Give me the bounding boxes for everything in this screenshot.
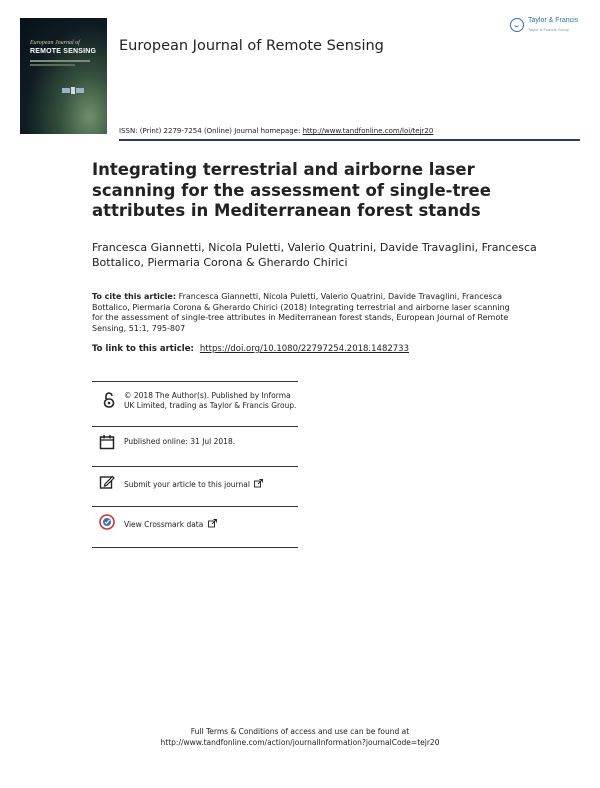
- footer: [0, 726, 600, 748]
- footer-terms-link[interactable]: http://www.tandfonline.com/action/journalInformation?journalCode=tejr20: [160, 738, 440, 747]
- edit-icon: [99, 474, 115, 490]
- taylor-francis-logo-icon: [510, 18, 524, 32]
- submit-article-link[interactable]: [124, 479, 263, 490]
- published-row: [99, 434, 299, 452]
- external-link-icon: [254, 479, 263, 488]
- divider: [92, 381, 298, 382]
- published-date: Published online: 31 Jul 2018.: [124, 437, 236, 446]
- crossmark-label: View Crossmark data: [124, 520, 204, 529]
- publisher-tagline: Taylor & Francis Group: [528, 27, 569, 32]
- article-authors: Francesca Giannetti, Nicola Puletti, Valerio Quatrini, Davide Travaglini, Francesca Bottalico, Piermaria Corona & Gherardo Chirici: [92, 241, 537, 269]
- issn-text: ISSN: (Print) 2279-7254 (Online) Journal homepage:: [119, 127, 303, 135]
- divider: [92, 426, 298, 427]
- divider: [92, 547, 298, 548]
- divider: [92, 466, 298, 467]
- submit-article-row[interactable]: [99, 474, 299, 492]
- publisher-name: Taylor & Francis: [528, 17, 579, 24]
- header-divider: [119, 139, 580, 141]
- cover-decoration: [30, 60, 90, 62]
- citation-block: [92, 292, 522, 334]
- taylor-francis-logo: [510, 16, 582, 36]
- doi-link[interactable]: https://doi.org/10.1080/22797254.2018.1482733: [199, 344, 409, 354]
- submit-article-label: Submit your article to this journal: [124, 480, 250, 489]
- journal-cover-image: [20, 18, 107, 134]
- satellite-icon: [62, 84, 84, 98]
- crossmark-link[interactable]: [124, 519, 217, 530]
- cover-title-line-2: REMOTE SENSING: [30, 48, 97, 55]
- article-title: Integrating terrestrial and airborne laser scanning for the assessment of single-tree attributes in Mediterranean forest stands: [92, 160, 491, 220]
- open-access-lock-icon: [101, 392, 117, 408]
- journal-name: European Journal of Remote Sensing: [119, 38, 384, 54]
- journal-homepage-link[interactable]: http://www.tandfonline.com/loi/tejr20: [302, 127, 434, 135]
- crossmark-row[interactable]: [99, 514, 299, 532]
- article-link-label: To link to this article:: [92, 344, 194, 354]
- license-row: [99, 391, 299, 427]
- license-text: © 2018 The Author(s). Published by Informa UK Limited, trading as Taylor & Francis Group.: [124, 391, 297, 410]
- calendar-icon: [99, 434, 115, 450]
- article-link-line: [92, 344, 409, 354]
- cover-decoration: [30, 64, 75, 66]
- citation-label: To cite this article:: [92, 292, 177, 301]
- cover-title-line-1: European Journal of: [30, 40, 80, 46]
- citation-text: Francesca Giannetti, Nicola Puletti, Valerio Quatrini, Davide Travaglini, Francesca Bottalico, Piermaria Corona & Gherardo Chirici (2018) Integrating terrestrial and airborne laser scanning for the assessment of single-tree attributes in Mediterranean forest stands, European Journal of Remote Sensing, 51:1, 795-807: [92, 292, 510, 333]
- divider: [92, 506, 298, 507]
- footer-terms-text: Full Terms & Conditions of access and use can be found at: [190, 727, 410, 736]
- external-link-icon: [208, 519, 217, 528]
- crossmark-icon: [99, 514, 115, 530]
- issn-line: [119, 127, 433, 135]
